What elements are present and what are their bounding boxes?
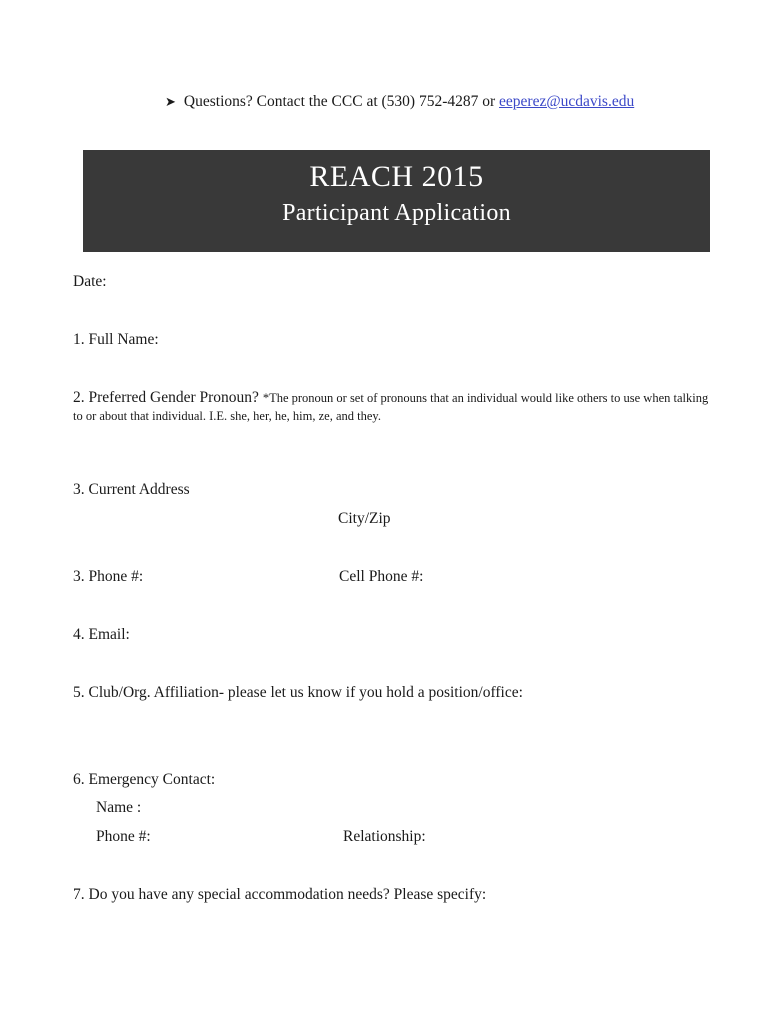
pronoun-question [73, 389, 713, 425]
accommodation-label: 7. Do you have any special accommodation needs? Please specify: [73, 886, 487, 903]
city-zip-label: City/Zip [338, 510, 391, 527]
cell-phone-label: Cell Phone #: [339, 568, 424, 585]
contact-email-link[interactable]: eeperez@ucdavis.edu [499, 93, 635, 110]
address-label: 3. Current Address [73, 481, 190, 498]
full-name-label: 1. Full Name: [73, 331, 159, 348]
phone-label: 3. Phone #: [73, 568, 144, 585]
pronoun-note: *The pronoun or set of pronouns that an individual would like others to use when talking to or about that individual. I.E. she, her, he, him, ze, and they. [73, 391, 709, 423]
emergency-phone-label: Phone #: [96, 828, 151, 845]
date-label: Date: [73, 273, 107, 290]
contact-text: Questions? Contact the CCC at (530) 752-4287 or [183, 93, 500, 110]
pronoun-label: 2. Preferred Gender Pronoun? [73, 389, 263, 406]
emergency-contact-label: 6. Emergency Contact: [73, 771, 216, 788]
title-banner [83, 150, 710, 252]
arrow-bullet-icon: ➤ [165, 94, 176, 109]
club-affiliation-label: 5. Club/Org. Affiliation- please let us know if you hold a position/office: [73, 684, 523, 701]
relationship-label: Relationship: [343, 828, 426, 845]
email-label: 4. Email: [73, 626, 130, 643]
contact-line [165, 93, 634, 111]
page-subtitle: Participant Application [282, 200, 511, 226]
page-title: REACH 2015 [309, 160, 484, 193]
emergency-name-label: Name : [96, 799, 142, 816]
